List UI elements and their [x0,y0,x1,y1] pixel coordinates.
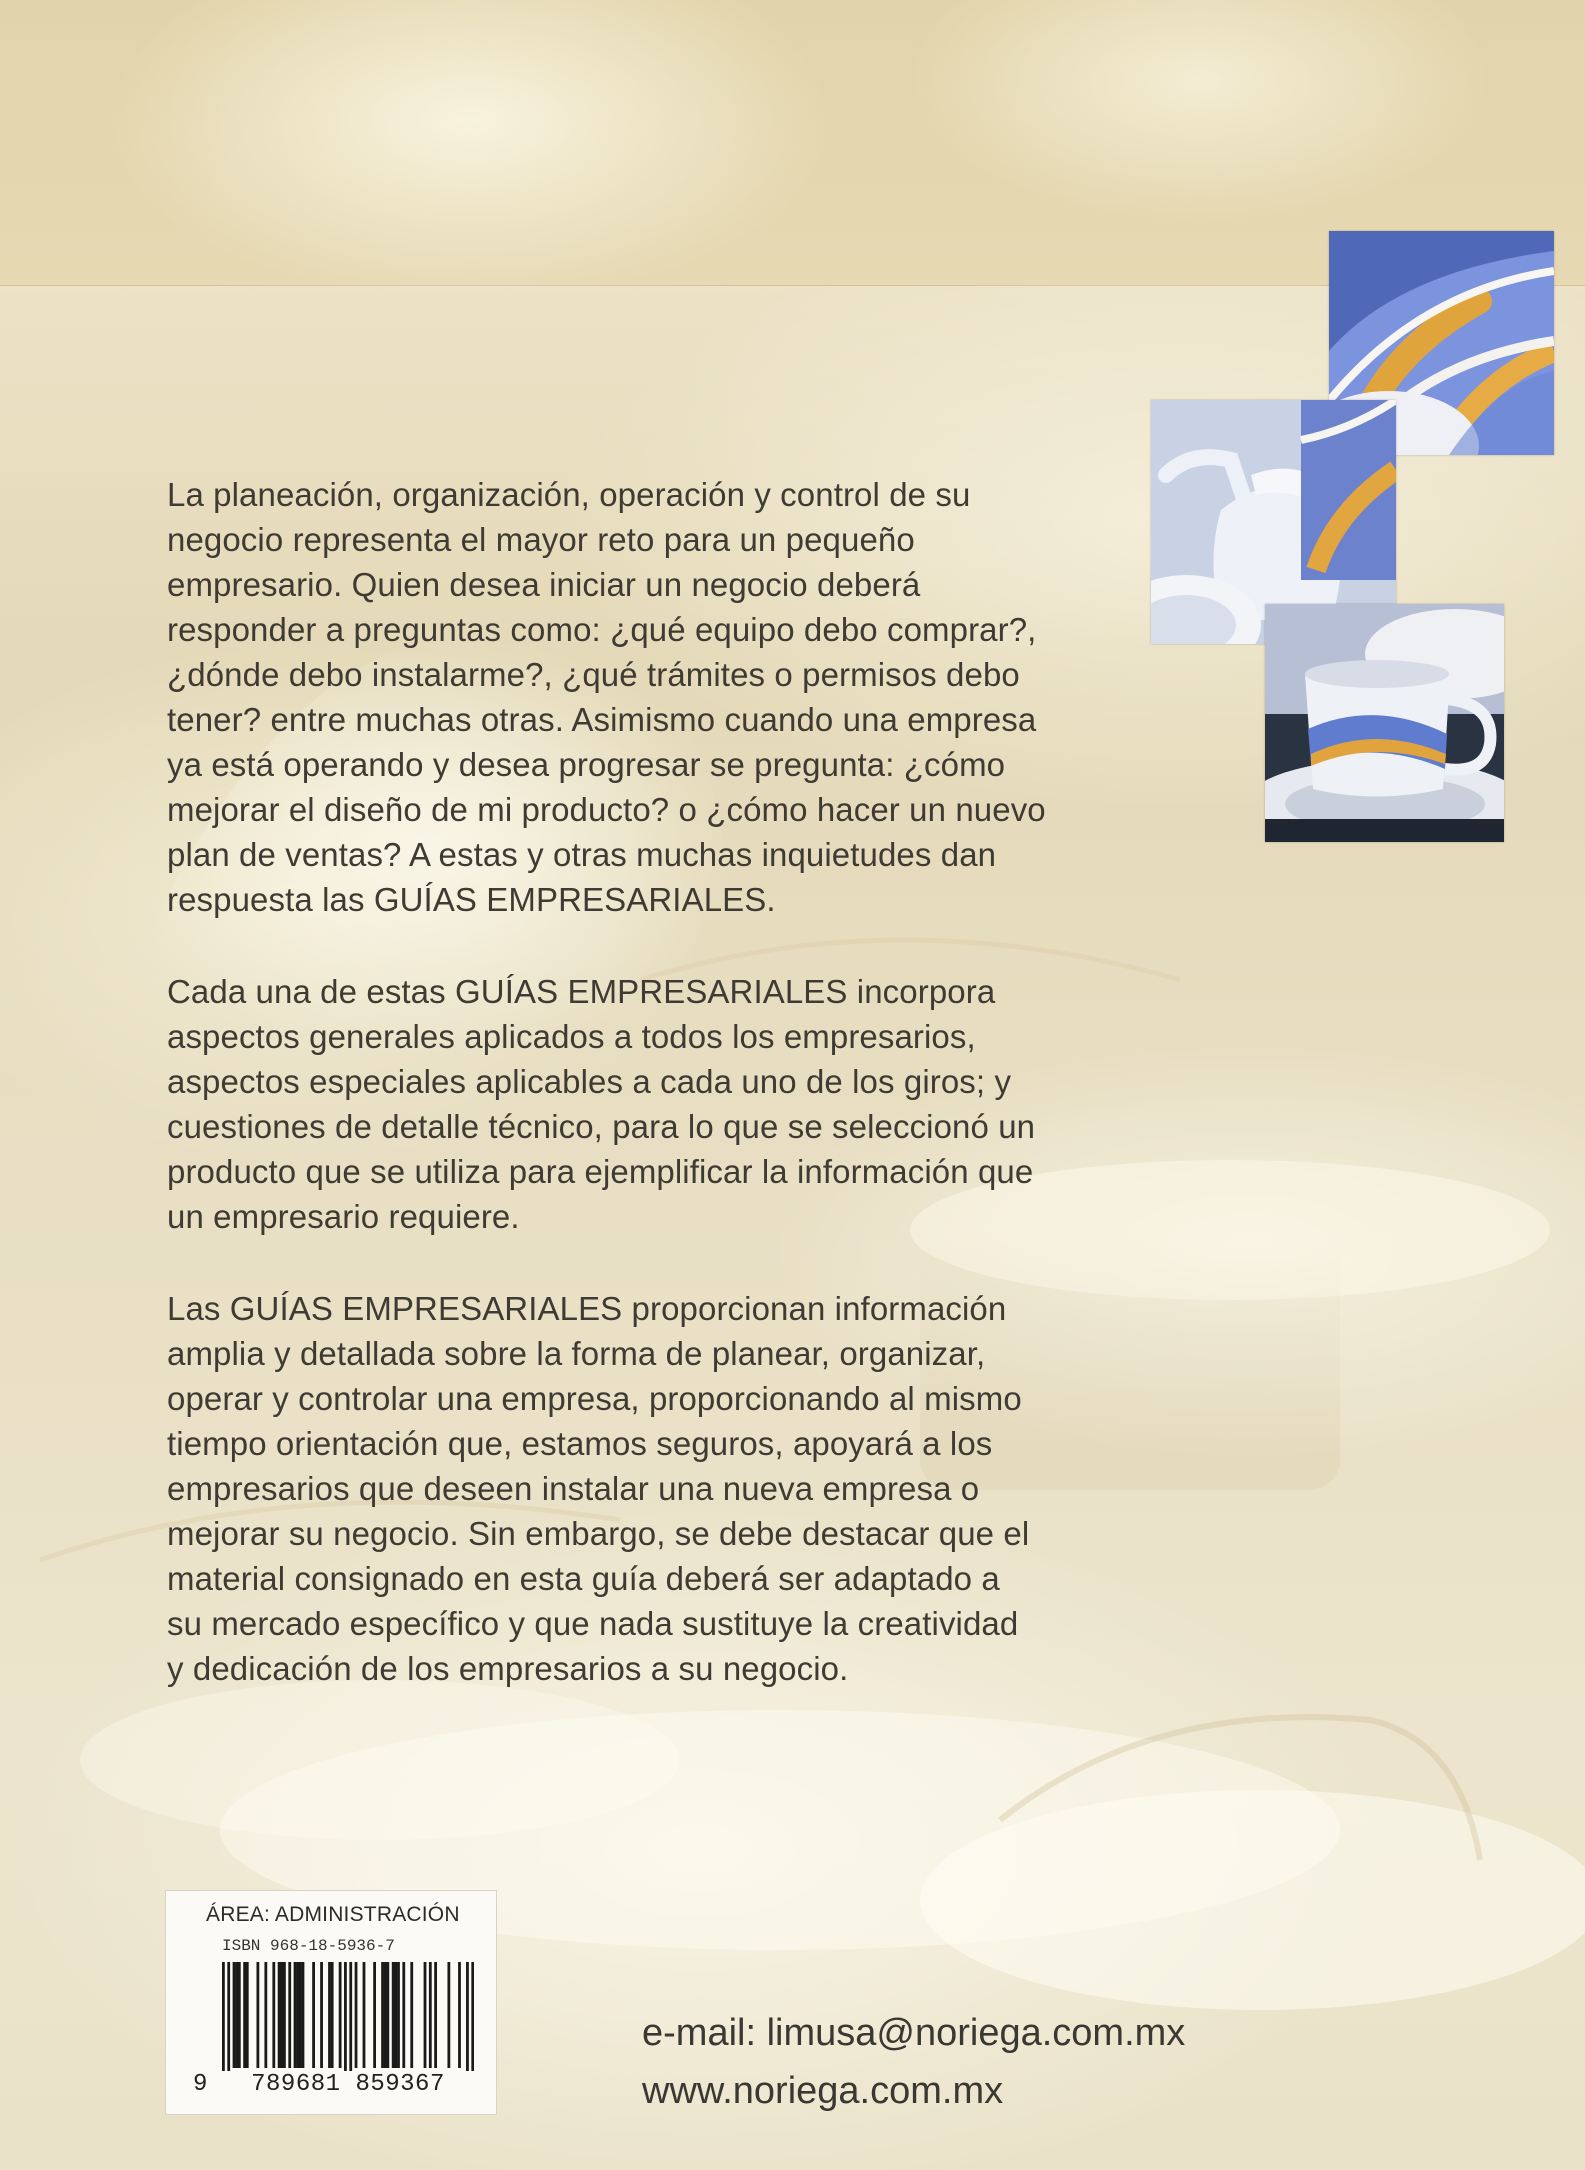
barcode-bar [410,1962,413,2068]
barcode-bar [397,1962,400,2068]
publisher-contact [642,2004,1185,2120]
barcode-bar [288,1962,291,2068]
barcode-bar [339,1962,342,2068]
barcode-bar [424,1962,427,2068]
barcode-bar [283,1962,286,2068]
barcode-bar [243,1962,246,2068]
subject-area: ÁREA: ADMINISTRACIÓN [206,1903,460,1926]
barcode-bar [434,1962,437,2068]
barcode-bar [381,1962,384,2068]
barcode-bar [302,1962,305,2068]
barcode-digits: 789681 859367 [222,2071,474,2098]
barcode-bar [392,1962,395,2068]
barcode-bar [384,1962,387,2068]
barcode-bar [233,1962,236,2068]
barcode-bar [355,1962,358,2068]
barcode-bar [296,1962,299,2068]
barcode-bar [458,1962,461,2068]
barcode-bar [363,1962,366,2068]
barcode-bar [394,1962,397,2068]
barcode-bar [272,1962,275,2068]
back-cover-description [167,472,1117,1738]
barcode-bar [294,1962,297,2068]
barcode-bar [386,1962,389,2068]
barcode-bar [328,1962,331,2068]
barcode-bar [344,1962,347,2080]
paragraph-3: Las GUÍAS EMPRESARIALES proporcionan información amplia y detallada sobre la forma de planear, organizar, operar y controlar una empresa, proporcionando al mismo tiempo orientación que, estamos seguros, apoyará a los empresarios que deseen instalar una nueva empresa o mejorar su negocio. Sin embargo, se debe destacar que el material consignado en esta guía deberá ser adaptado a su mercado específico y que nada sustituye la creatividad y dedicación de los empresarios a su negocio. [167,1290,1030,1687]
barcode-bar [222,1962,225,2080]
barcode-bar [471,1962,474,2080]
barcode-bar [264,1962,267,2068]
barcode-bar [278,1962,281,2068]
email-address[interactable]: e-mail: limusa@noriega.com.mx [642,2012,1186,2054]
barcode-bar [373,1962,376,2068]
barcode-bars [222,1962,474,2080]
barcode-bar [235,1962,238,2068]
barcode-bar [227,1962,230,2080]
barcode-bar [320,1962,323,2068]
barcode-bar [238,1962,241,2068]
barcode-bar [447,1962,450,2068]
barcode-bar [466,1962,469,2080]
barcode-bar [246,1962,249,2068]
paragraph-1: La planeación, organización, operación y control de su negocio representa el mayor reto para un pequeño empresario. Quien desea iniciar un negocio deberá responder a preguntas como: ¿qué equipo debo comprar?, ¿dónde debo instalarme?, ¿qué trámites o permisos debo tener? entre muchas otras. Asimismo cuando una empresa ya está operando y desea progresar se pregunta: ¿cómo mejorar el diseño de mi producto? o ¿cómo hacer un nuevo plan de ventas? A estas y otras muchas inquietudes dan respuesta las GUÍAS EMPRESARIALES. [167,476,1046,918]
barcode-label [165,1890,497,2115]
barcode-lead-digit: 9 [193,2071,208,2098]
barcode-bar [349,1962,352,2080]
barcode-bar [331,1962,334,2068]
paragraph-2: Cada una de estas GUÍAS EMPRESARIALES incorpora aspectos generales aplicados a todos los empresarios, aspectos especiales aplicables a cada uno de los giros; y cuestiones de detalle técnico, para lo que se seleccionó un producto que se utiliza para ejemplificar la información que un empresario requiere. [167,973,1036,1235]
barcode-bar [402,1962,405,2068]
barcode-bar [256,1962,259,2068]
website-url[interactable]: www.noriega.com.mx [642,2070,1004,2112]
barcode-bar [312,1962,315,2068]
barcode-bar [299,1962,302,2068]
barcode-bar [280,1962,283,2068]
barcode-bar [429,1962,432,2068]
isbn-number: ISBN 968-18-5936-7 [222,1937,395,1955]
